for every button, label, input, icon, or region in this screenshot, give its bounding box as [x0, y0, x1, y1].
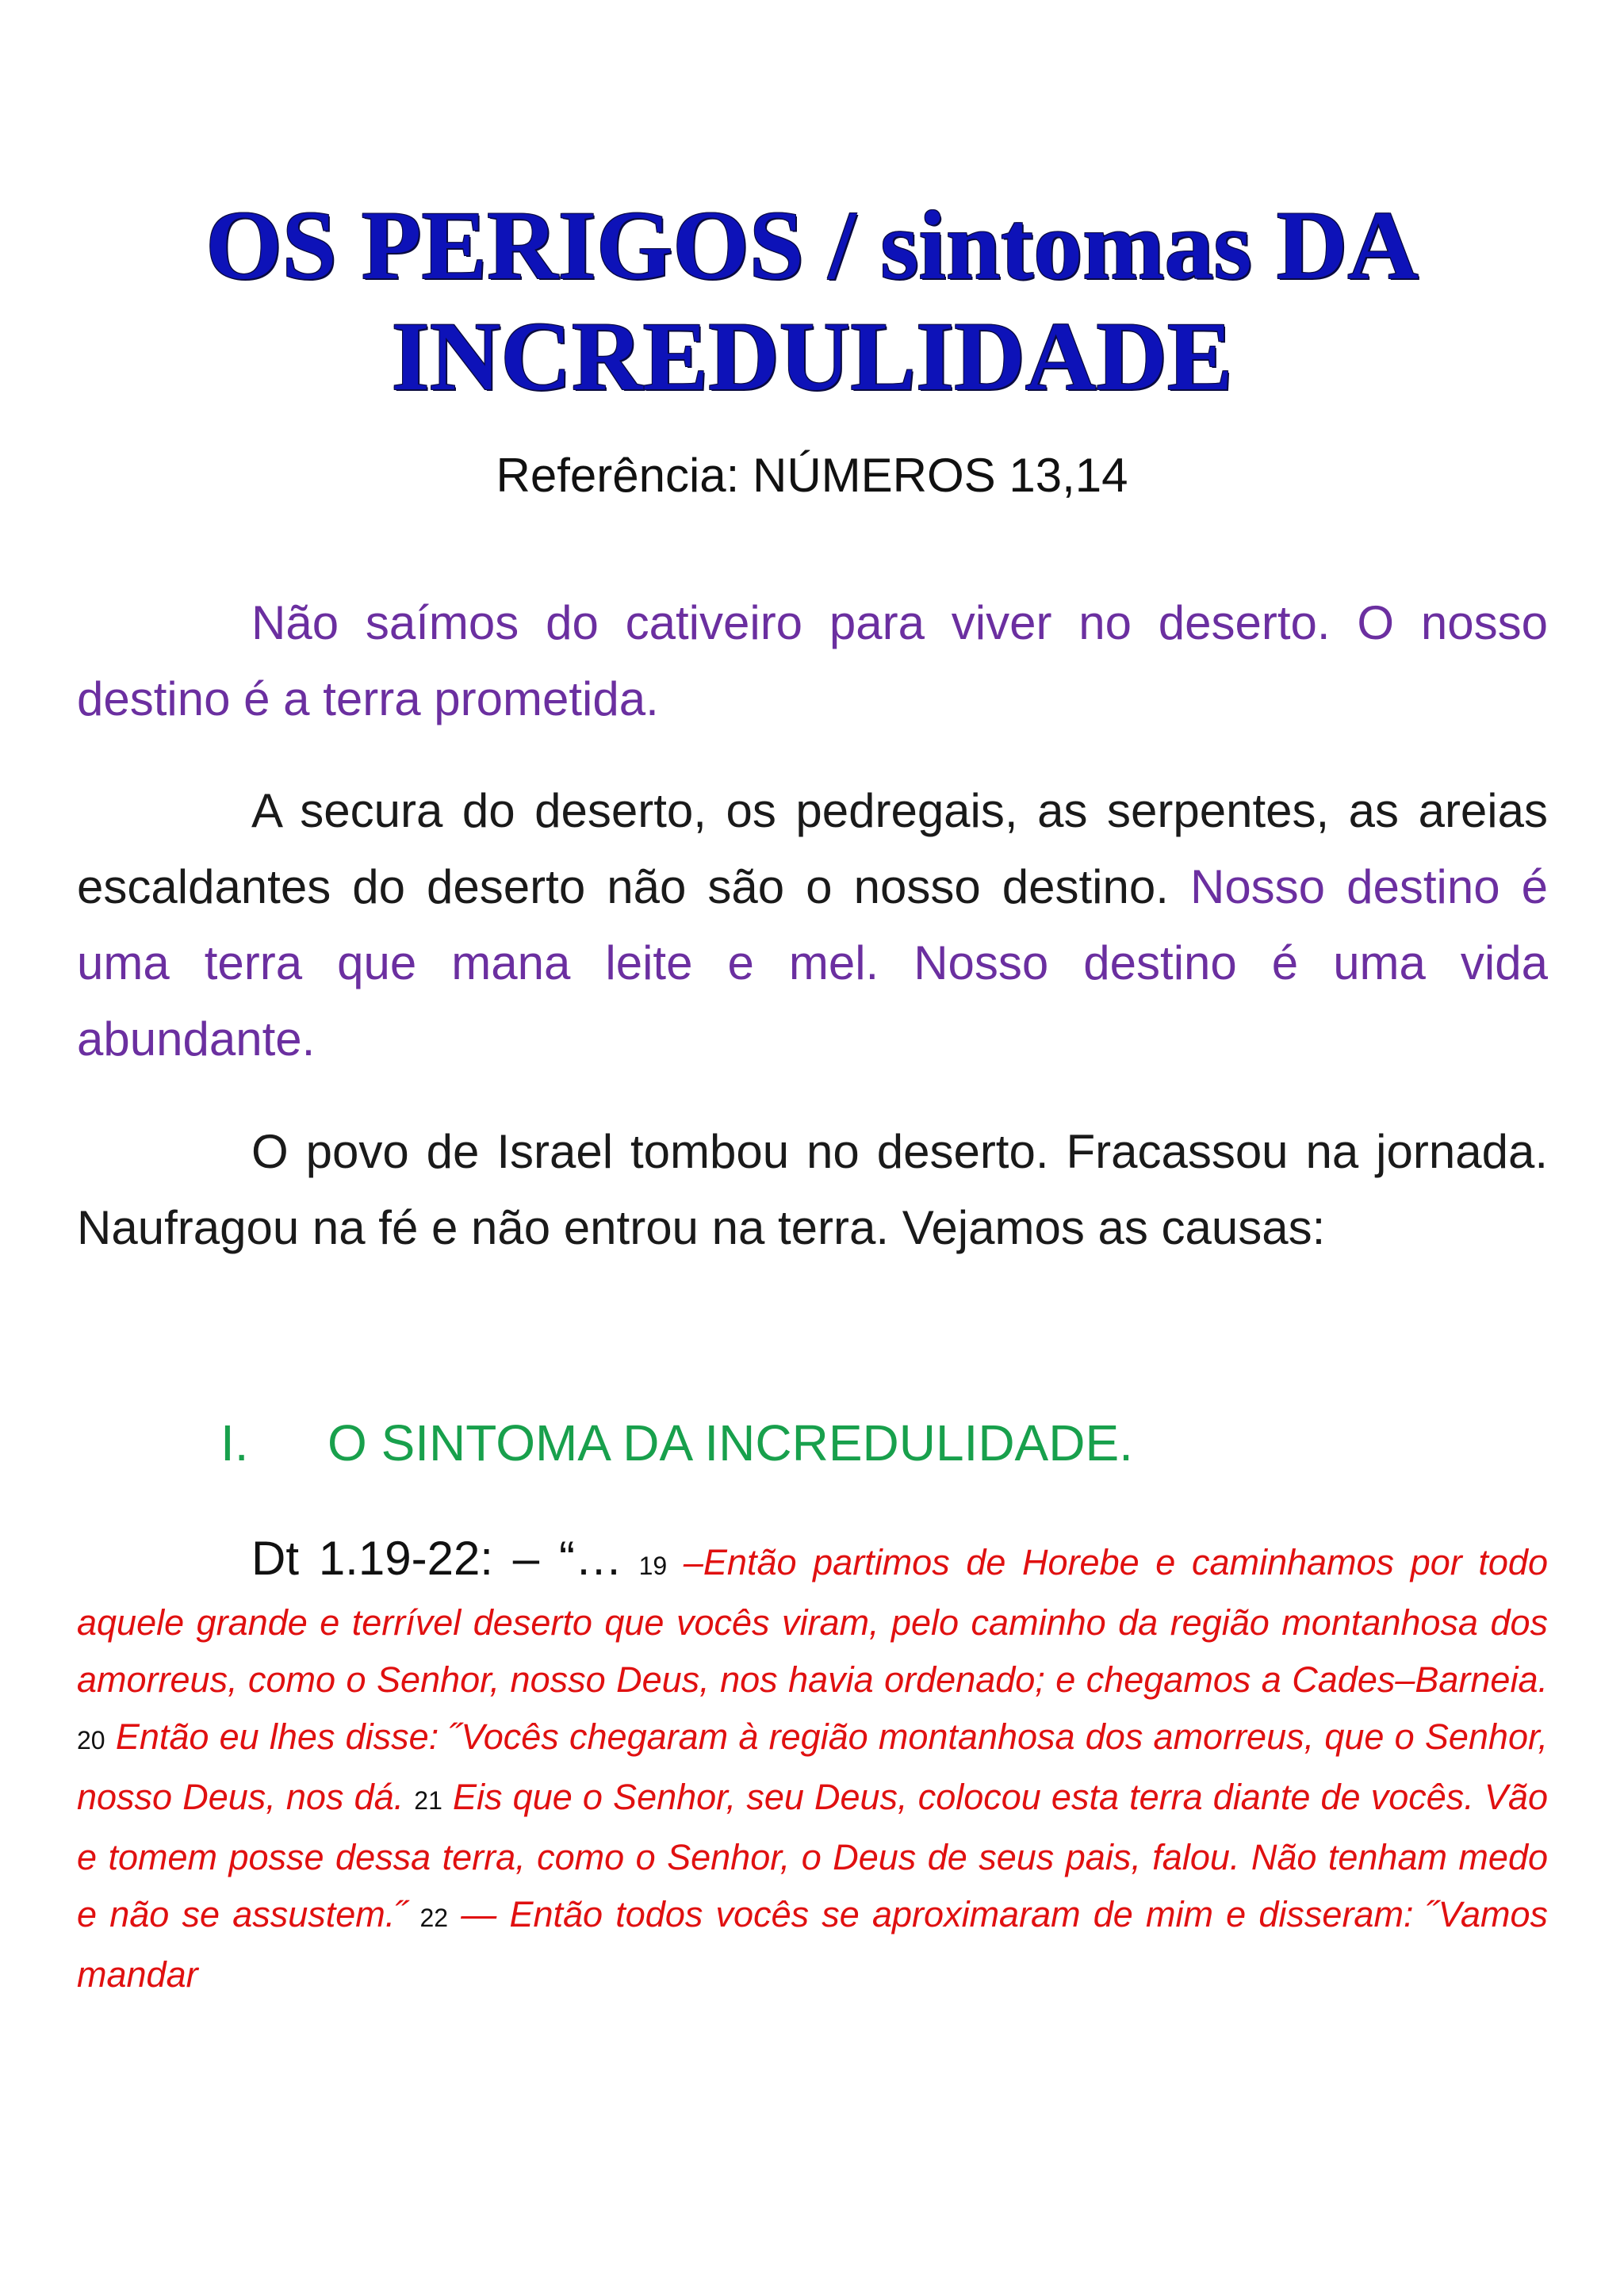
verse-number-22: 22 — [419, 1904, 449, 1932]
verse-number-21: 21 — [414, 1786, 442, 1815]
title-line-1: OS PERIGOS / sintomas DA — [205, 191, 1419, 300]
verse-text-19: –Então partimos de Horebe e caminhamos por todo aquele grande e terrível deserto que vocês viram, pelo caminho da região montanhosa dos amorreus, como o Senhor, nosso Deus, nos havia ordenado; e chegamos a Cades–Barneia. — [77, 1542, 1548, 1700]
desert-paragraph-text: A secura do deserto, os pedregais, as serpentes, as areias escaldantes do deserto não são o nosso destino. — [77, 784, 1548, 913]
israel-paragraph — [77, 1114, 1548, 1266]
scripture-passage — [77, 1530, 1548, 2003]
desert-paragraph — [77, 773, 1548, 1077]
desert-paragraph-highlight: Nosso destino é uma terra que mana leite e mel. Nosso destino é uma vida abundante. — [77, 860, 1549, 1066]
verse-text-21: Eis que o Senhor, seu Deus, colocou esta terra diante de vocês. Vão e tomem posse dessa terra, como o Senhor, o Deus de seus pais, falou. Não tenham medo e não se assustem.˝ — [77, 1777, 1548, 1934]
document-title — [0, 190, 1624, 412]
verse-text-20: Então eu lhes disse: ˝Vocês chegaram à região montanhosa dos amorreus, que o Senhor, nosso Deus, nos dá. — [77, 1716, 1548, 1817]
scripture-reference: Referência: NÚMEROS 13,14 — [496, 449, 1128, 502]
verse-number-20: 20 — [77, 1726, 105, 1755]
section-heading — [220, 1411, 1133, 1475]
verse-text-22: — Então todos vocês se aproximaram de mim e disseram: ˝Vamos mandar — [77, 1894, 1549, 1995]
intro-paragraph-text: Não saímos do cativeiro para viver no deserto. O nosso destino é a terra prometida. — [77, 596, 1548, 725]
israel-paragraph-text: O povo de Israel tombou no deserto. Fracassou na jornada. Naufragou na fé e não entrou na terra. Vejamos as causas: — [77, 1125, 1548, 1254]
section-number: I. — [220, 1414, 249, 1471]
title-line-2: INCREDULIDADE — [391, 302, 1233, 411]
passage-reference: Dt 1.19-22: — [251, 1532, 493, 1585]
section-title: O SINTOMA DA INCREDULIDADE. — [327, 1414, 1133, 1471]
verse-number-19: 19 — [638, 1552, 668, 1580]
passage-open-quote: – “… — [492, 1532, 622, 1585]
intro-paragraph — [77, 585, 1548, 737]
